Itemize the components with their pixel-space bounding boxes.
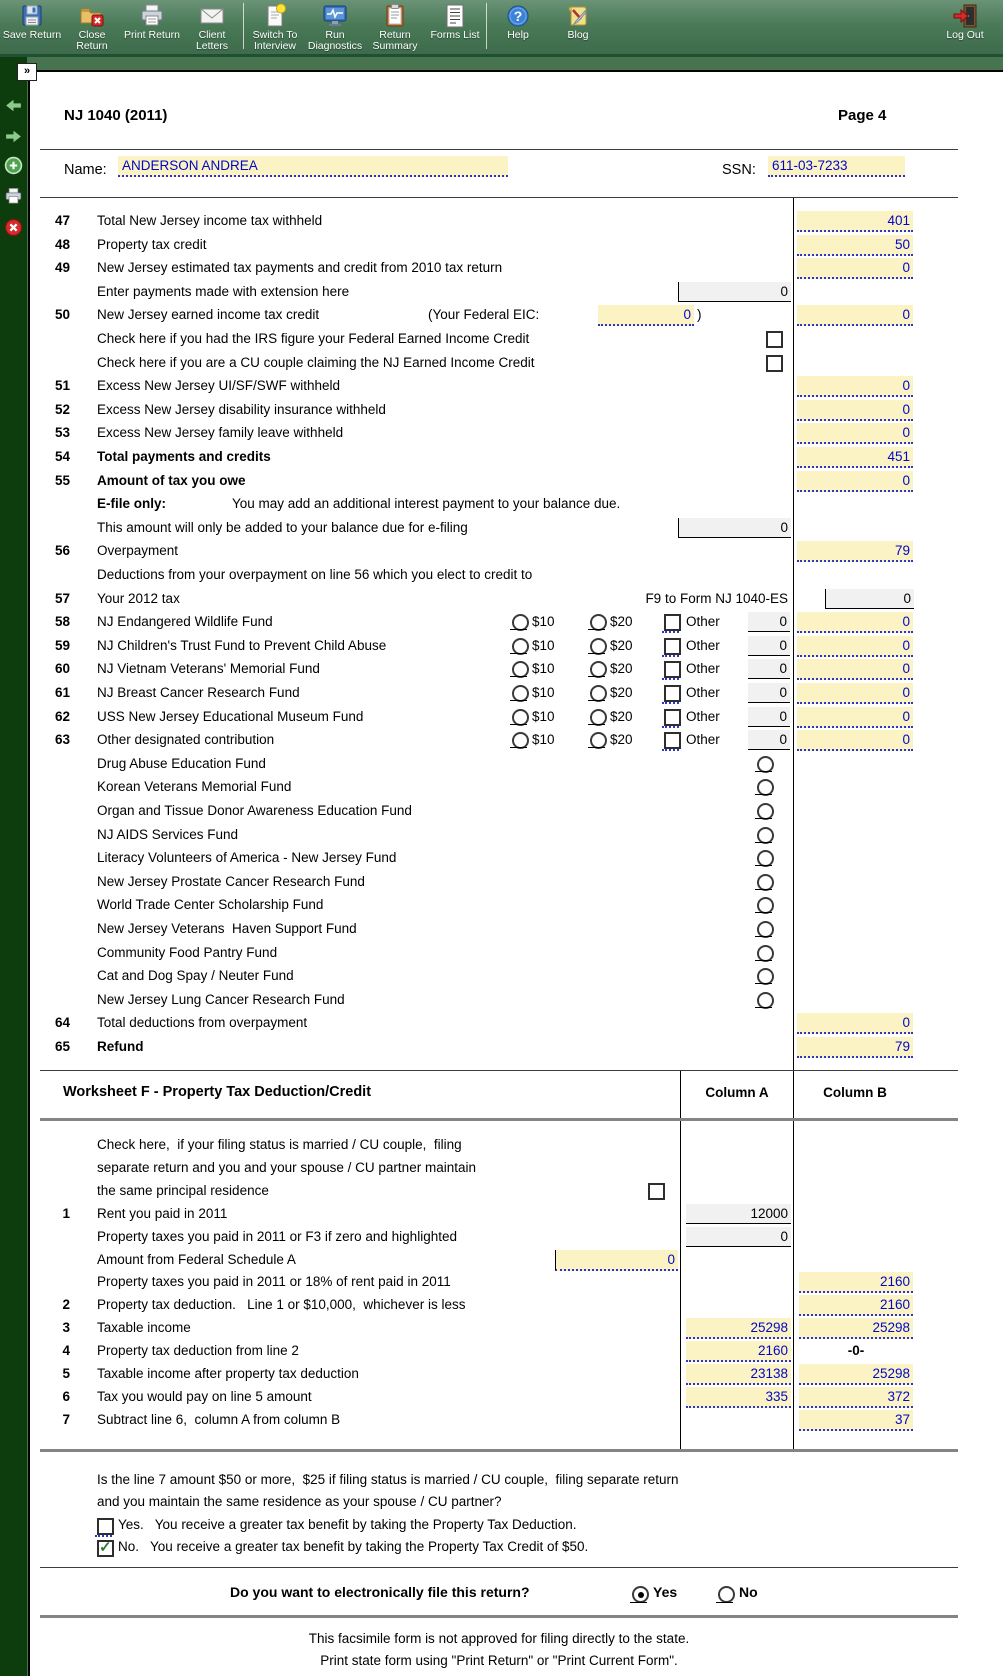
line-63-other-label: Other (686, 732, 720, 747)
worksheet-line-7-label: Subtract line 6, column A from column B (97, 1412, 341, 1427)
line-58-other-amount-field[interactable] (748, 612, 790, 632)
worksheet-row-label: separate return and you and your spouse / CU partner maintain (97, 1160, 476, 1175)
line-61-amount-field-value: 0 (902, 685, 910, 700)
line-61-twenty-dollar-label: $20 (610, 685, 633, 700)
line-59-other-amount-field[interactable] (748, 636, 790, 656)
line-63-twenty-dollar-label: $20 (610, 732, 633, 747)
checkbox-underline (662, 749, 679, 751)
divider (40, 1118, 958, 1121)
worksheet-line-6-number: 6 (62, 1389, 70, 1404)
line-57-label: Your 2012 tax (97, 591, 180, 606)
worksheet-line-5-column-a-field-value: 23138 (750, 1366, 788, 1381)
line-48-amount-field[interactable] (797, 235, 913, 256)
line-55-amount-field-value: 0 (902, 473, 910, 488)
line-61-ten-dollar-label: $10 (532, 685, 555, 700)
name-value: ANDERSON ANDREA (122, 158, 258, 173)
line-65-amount-field-value: 79 (894, 1039, 910, 1054)
page-number: Page 4 (838, 107, 887, 124)
line-52-label: Excess New Jersey disability insurance withheld (97, 402, 386, 417)
checkmark-icon: ✓ (99, 1539, 112, 1556)
worksheet-column-b-header: Column B (823, 1085, 887, 1100)
line-61-amount-field[interactable] (797, 683, 913, 704)
worksheet-title: Worksheet F - Property Tax Deduction/Credit (63, 1084, 372, 1100)
radio-underline (510, 700, 527, 701)
line-47-amount-field[interactable] (797, 211, 913, 232)
worksheet-line-1-column-a-field[interactable] (686, 1204, 791, 1224)
line-row-inline-field[interactable] (678, 518, 791, 538)
toolbar-button-label: Return Summary (372, 29, 418, 52)
divider (40, 1615, 958, 1618)
line-57-amount-field[interactable] (825, 589, 914, 609)
line-row-label: You may add an additional interest payment to your balance due. (232, 496, 621, 511)
worksheet-row-schedule-a-field-value: 0 (667, 1252, 675, 1267)
worksheet-line-2-number: 2 (62, 1297, 70, 1312)
worksheet-column-a-header: Column A (705, 1085, 769, 1100)
line-50-label: New Jersey earned income tax credit (97, 307, 320, 322)
line-59-other-checkbox[interactable] (664, 638, 681, 655)
radio-underline (588, 747, 605, 748)
worksheet-line-7-column-b-field[interactable] (799, 1410, 913, 1431)
worksheet-line-6-label: Tax you would pay on line 5 amount (97, 1389, 312, 1404)
line-53-amount-field-value: 0 (902, 425, 910, 440)
line-52-amount-field[interactable] (797, 400, 913, 421)
line-62-amount-field-value: 0 (902, 709, 910, 724)
line-60-other-amount-field[interactable] (748, 659, 790, 679)
line-58-amount-field[interactable] (797, 612, 913, 633)
line-62-label: USS New Jersey Educational Museum Fund (97, 709, 364, 724)
line-49-number: 49 (54, 260, 70, 275)
line-64-number: 64 (54, 1015, 70, 1030)
efile-yes-label: Yes (653, 1584, 678, 1600)
line-64-label: Total deductions from overpayment (97, 1015, 308, 1030)
line-51-label: Excess New Jersey UI/SF/SWF withheld (97, 378, 341, 393)
efile-yes-radio[interactable] (632, 1586, 649, 1603)
line-65-number: 65 (54, 1039, 70, 1054)
radio-underline (755, 818, 772, 819)
divider (40, 1449, 958, 1452)
worksheet-line-3-column-b-field[interactable] (799, 1318, 913, 1339)
worksheet-line-1-number: 1 (62, 1206, 70, 1221)
facsimile-note-line2: Print state form using "Print Return" or "Print Current Form". (320, 1653, 678, 1668)
line-62-other-amount-field-value: 0 (779, 709, 787, 724)
worksheet-row-column-a-field[interactable] (686, 1227, 791, 1247)
line-48-amount-field-value: 50 (894, 237, 910, 252)
line-51-amount-field[interactable] (797, 376, 913, 397)
radio-underline (755, 771, 772, 772)
line-48-number: 48 (54, 237, 70, 252)
radio-underline (588, 700, 605, 701)
worksheet-line-5-column-b-field-value: 25298 (872, 1366, 910, 1381)
line-65-amount-field[interactable] (797, 1037, 913, 1058)
radio-underline (755, 960, 772, 961)
worksheet-line-6-column-a-field[interactable] (686, 1387, 791, 1408)
checkbox-underline (662, 678, 679, 680)
radio-underline (588, 676, 605, 677)
line-54-label: Total payments and credits (97, 449, 271, 464)
worksheet-line-4-label: Property tax deduction from line 2 (97, 1343, 299, 1358)
line-60-twenty-dollar-label: $20 (610, 661, 633, 676)
worksheet-line-2-label: Property tax deduction. Line 1 or $10,000, whichever is less (97, 1297, 466, 1312)
line-62-other-checkbox[interactable] (664, 709, 681, 726)
line-52-number: 52 (54, 402, 70, 417)
line-58-ten-dollar-label: $10 (532, 614, 555, 629)
name-label: Name: (64, 162, 107, 178)
line-64-amount-field[interactable] (797, 1013, 913, 1034)
worksheet-line-3-number: 3 (62, 1320, 70, 1335)
checkbox-underline (662, 631, 679, 633)
worksheet-line-1-label: Rent you paid in 2011 (97, 1206, 228, 1221)
worksheet-line-7-number: 7 (62, 1412, 70, 1427)
line-row-label: Check here if you are a CU couple claiming the NJ Earned Income Credit (97, 355, 535, 370)
line-60-label: NJ Vietnam Veterans' Memorial Fund (97, 661, 320, 676)
line-49-amount-field[interactable] (797, 258, 913, 279)
checkbox-underline (662, 702, 679, 704)
worksheet-row-label: Check here, if your filing status is married / CU couple, filing (97, 1137, 462, 1152)
line-row-label: New Jersey Prostate Cancer Research Fund (97, 874, 365, 889)
line-57-amount-field-value: 0 (903, 591, 911, 606)
line-row-label: Cat and Dog Spay / Neuter Fund (97, 968, 294, 983)
line-59-other-amount-field-value: 0 (779, 638, 787, 653)
worksheet-line-3-label: Taxable income (97, 1320, 191, 1335)
worksheet-line-3-column-b-field-value: 25298 (872, 1320, 910, 1335)
line-59-other-label: Other (686, 638, 720, 653)
svg-text:?: ? (513, 8, 523, 24)
line-56-number: 56 (54, 543, 70, 558)
line-row-inline-field-value: 0 (780, 520, 788, 535)
line-50-checkbox[interactable] (766, 355, 783, 372)
line-60-number: 60 (54, 661, 70, 676)
credit-yes-label: Yes. You receive a greater tax benefit by taking the Property Tax Deduction. (118, 1517, 577, 1532)
worksheet-line-7-column-b-field-value: 37 (894, 1412, 910, 1427)
line-47-amount-field-value: 401 (887, 213, 910, 228)
line-60-amount-field[interactable] (797, 659, 913, 680)
credit-question-line2: and you maintain the same residence as your spouse / CU partner? (97, 1494, 502, 1509)
efile-no-label: No (739, 1584, 758, 1600)
line-58-other-amount-field-value: 0 (779, 614, 787, 629)
line-row-label: New Jersey Lung Cancer Research Fund (97, 992, 345, 1007)
line-59-amount-field[interactable] (797, 636, 913, 657)
line-62-amount-field[interactable] (797, 707, 913, 728)
line-61-other-label: Other (686, 685, 720, 700)
line-58-amount-field-value: 0 (902, 614, 910, 629)
radio-underline (510, 676, 527, 677)
line-47-number: 47 (54, 213, 70, 228)
worksheet-line-3-column-a-field[interactable] (686, 1318, 791, 1339)
line-63-other-amount-field-value: 0 (779, 732, 787, 747)
worksheet-line-2-column-b-field[interactable] (799, 1295, 913, 1316)
line-58-twenty-dollar-label: $20 (610, 614, 633, 629)
line-59-twenty-dollar-label: $20 (610, 638, 633, 653)
worksheet-row-column-b-field-value: 2160 (879, 1274, 910, 1289)
line-50-federal-eic-field[interactable] (598, 305, 694, 326)
worksheet-row-label: Property taxes you paid in 2011 or F3 if zero and highlighted (97, 1229, 457, 1244)
line-62-number: 62 (54, 709, 70, 724)
ssn-label: SSN: (722, 162, 756, 178)
worksheet-column-b-rule (793, 1071, 794, 1449)
line-59-ten-dollar-label: $10 (532, 638, 555, 653)
line-50-eic-close-paren: ) (697, 307, 702, 322)
worksheet-line-6-column-a-field-value: 335 (765, 1389, 788, 1404)
radio-underline (588, 724, 605, 725)
line-56-amount-field[interactable] (797, 541, 913, 562)
line-65-label: Refund (97, 1039, 144, 1054)
worksheet-row-label: the same principal residence (97, 1183, 269, 1198)
toolbar-button-label: Forms List (430, 29, 480, 41)
line-53-label: Excess New Jersey family leave withheld (97, 425, 344, 440)
checkbox-underline (662, 655, 679, 657)
toolbar-button-label: Log Out (946, 29, 984, 41)
worksheet-line-3-column-a-field-value: 25298 (750, 1320, 788, 1335)
line-row-prefix: E-file only: (97, 496, 167, 511)
line-58-number: 58 (54, 614, 70, 629)
line-63-amount-field[interactable] (797, 730, 913, 751)
facsimile-note-line1: This facsimile form is not approved for filing directly to the state. (308, 1631, 690, 1646)
checkbox-underline (662, 726, 679, 728)
line-53-amount-field[interactable] (797, 423, 913, 444)
worksheet-line-4-number: 4 (62, 1343, 70, 1358)
line-55-amount-field[interactable] (797, 471, 913, 492)
line-row-label: This amount will only be added to your balance due for e-filing (97, 520, 468, 535)
line-59-label: NJ Children's Trust Fund to Prevent Child Abuse (97, 638, 387, 653)
line-60-other-checkbox[interactable] (664, 661, 681, 678)
line-54-amount-field[interactable] (797, 447, 913, 468)
line-52-amount-field-value: 0 (902, 402, 910, 417)
efile-question: Do you want to electronically file this return? (230, 1584, 530, 1600)
worksheet-line-5-column-a-field[interactable] (686, 1364, 791, 1385)
name-field[interactable] (118, 156, 508, 177)
worksheet-filing-status-checkbox[interactable] (648, 1183, 665, 1200)
line-49-amount-field-value: 0 (902, 260, 910, 275)
divider (40, 197, 958, 198)
line-61-other-checkbox[interactable] (664, 685, 681, 702)
radio-underline (510, 747, 527, 748)
line-51-number: 51 (54, 378, 70, 393)
worksheet-line-5-label: Taxable income after property tax deduction (97, 1366, 359, 1381)
radio-underline (755, 983, 772, 984)
line-58-other-label: Other (686, 614, 720, 629)
line-57-f9-note: F9 to Form NJ 1040-ES (645, 591, 788, 606)
line-63-amount-field-value: 0 (902, 732, 910, 747)
line-63-other-amount-field[interactable] (748, 730, 790, 750)
line-row-label: Deductions from your overpayment on line 56 which you elect to credit to (97, 567, 533, 582)
worksheet-row-column-b-field[interactable] (799, 1272, 913, 1293)
line-63-other-checkbox[interactable] (664, 732, 681, 749)
radio-underline (755, 912, 772, 913)
worksheet-line-6-column-b-field-value: 372 (887, 1389, 910, 1404)
line-61-label: NJ Breast Cancer Research Fund (97, 685, 300, 700)
line-62-other-amount-field[interactable] (748, 707, 790, 727)
line-63-ten-dollar-label: $10 (532, 732, 555, 747)
line-55-label: Amount of tax you owe (97, 473, 246, 488)
line-row-inline-field-value: 0 (780, 284, 788, 299)
line-56-amount-field-value: 79 (894, 543, 910, 558)
line-62-ten-dollar-label: $10 (532, 709, 555, 724)
line-row-label: Literacy Volunteers of America - New Jersey Fund (97, 850, 397, 865)
worksheet-line-6-column-b-field[interactable] (799, 1387, 913, 1408)
credit-question-line1: Is the line 7 amount $50 or more, $25 if filing status is married / CU couple, filing separate return (97, 1472, 679, 1487)
line-row-inline-field[interactable] (678, 282, 791, 302)
line-54-amount-field-value: 451 (887, 449, 910, 464)
line-row-label: New Jersey Veterans Haven Support Fund (97, 921, 357, 936)
radio-underline (716, 1602, 733, 1603)
line-row-label: World Trade Center Scholarship Fund (97, 897, 324, 912)
worksheet-line-5-number: 5 (62, 1366, 70, 1381)
worksheet-row-schedule-a-field[interactable] (555, 1250, 678, 1271)
toolbar-button-label: Run Diagnostics (307, 29, 363, 52)
radio-underline (510, 629, 527, 630)
toolbar-button-label: Close Return (76, 29, 108, 52)
line-61-number: 61 (54, 685, 70, 700)
line-row-label: Drug Abuse Education Fund (97, 756, 266, 771)
line-row-label: Check here if you had the IRS figure your Federal Earned Income Credit (97, 331, 530, 346)
line-60-other-label: Other (686, 661, 720, 676)
worksheet-line-1-column-a-field-value: 12000 (750, 1206, 788, 1221)
line-54-number: 54 (54, 449, 70, 464)
line-63-number: 63 (54, 732, 70, 747)
line-48-label: Property tax credit (97, 237, 207, 252)
radio-underline (755, 842, 772, 843)
line-62-other-label: Other (686, 709, 720, 724)
radio-underline (755, 1007, 772, 1008)
toolbar-button-label: Help (507, 29, 529, 41)
radio-underline (755, 794, 772, 795)
radio-underline (588, 653, 605, 654)
line-50-federal-eic-field-value: 0 (683, 307, 691, 322)
line-row-label: NJ AIDS Services Fund (97, 827, 239, 842)
line-58-label: NJ Endangered Wildlife Fund (97, 614, 273, 629)
line-row-label: Korean Veterans Memorial Fund (97, 779, 292, 794)
radio-underline (755, 936, 772, 937)
worksheet-line-4-column-a-field[interactable] (686, 1341, 791, 1362)
line-60-ten-dollar-label: $10 (532, 661, 555, 676)
worksheet-row-column-a-field-value: 0 (780, 1229, 788, 1244)
line-60-other-amount-field-value: 0 (779, 661, 787, 676)
radio-underline (510, 653, 527, 654)
line-61-other-amount-field-value: 0 (779, 685, 787, 700)
divider (40, 1070, 958, 1071)
credit-no-label: No. You receive a greater tax benefit by taking the Property Tax Credit of $50. (118, 1539, 589, 1554)
worksheet-row-label: Amount from Federal Schedule A (97, 1252, 296, 1267)
line-58-other-checkbox[interactable] (664, 614, 681, 631)
line-51-amount-field-value: 0 (902, 378, 910, 393)
efile-no-radio[interactable] (718, 1586, 735, 1603)
radio-underline (755, 889, 772, 890)
line-62-twenty-dollar-label: $20 (610, 709, 633, 724)
line-50-eic-label: (Your Federal EIC: (428, 307, 540, 322)
toolbar-button-label: Switch To Interview (252, 29, 298, 52)
toolbar-button-label: Blog (567, 29, 589, 41)
radio-underline (630, 1602, 647, 1603)
ssn-value: 611-03-7233 (772, 158, 848, 173)
radio-underline (588, 629, 605, 630)
form-title: NJ 1040 (2011) (64, 107, 168, 124)
credit-no-checkbox[interactable] (97, 1540, 114, 1557)
line-56-label: Overpayment (97, 543, 179, 558)
line-49-label: New Jersey estimated tax payments and credit from 2010 tax return (97, 260, 503, 275)
radio-underline (755, 865, 772, 866)
line-60-amount-field-value: 0 (902, 661, 910, 676)
line-row-label: Community Food Pantry Fund (97, 945, 278, 960)
worksheet-column-a-rule (680, 1071, 681, 1449)
worksheet-line-2-column-b-field-value: 2160 (879, 1297, 910, 1312)
amount-column-rule (793, 198, 794, 1071)
worksheet-line-4-column-a-field-value: 2160 (757, 1343, 788, 1358)
line-row-label: Enter payments made with extension here (97, 284, 350, 299)
radio-underline (510, 724, 527, 725)
line-47-label: Total New Jersey income tax withheld (97, 213, 323, 228)
line-57-number: 57 (54, 591, 70, 606)
worksheet-row-label: Property taxes you paid in 2011 or 18% of rent paid in 2011 (97, 1274, 451, 1289)
divider (40, 149, 958, 150)
line-55-number: 55 (54, 473, 70, 488)
sidebar-expander[interactable]: » (17, 63, 37, 81)
line-50-amount-field[interactable] (797, 305, 913, 326)
toolbar-button-label: Client Letters (195, 29, 229, 52)
line-53-number: 53 (54, 425, 70, 440)
worksheet-line-5-column-b-field[interactable] (799, 1364, 913, 1385)
ssn-field[interactable] (768, 156, 905, 177)
line-50-number: 50 (54, 307, 70, 322)
line-63-label: Other designated contribution (97, 732, 275, 747)
toolbar-button-label: Print Return (123, 29, 181, 41)
toolbar-button-label: Save Return (2, 29, 62, 41)
line-50-checkbox[interactable] (766, 331, 783, 348)
checkbox-underline (95, 1535, 112, 1537)
line-row-label: Organ and Tissue Donor Awareness Education Fund (97, 803, 412, 818)
line-59-number: 59 (54, 638, 70, 653)
divider (40, 1567, 958, 1568)
line-59-amount-field-value: 0 (902, 638, 910, 653)
worksheet-line-4-column-b-value: -0- (847, 1343, 865, 1358)
line-61-other-amount-field[interactable] (748, 683, 790, 703)
line-64-amount-field-value: 0 (902, 1015, 910, 1030)
line-50-amount-field-value: 0 (902, 307, 910, 322)
credit-yes-checkbox[interactable] (97, 1518, 114, 1535)
